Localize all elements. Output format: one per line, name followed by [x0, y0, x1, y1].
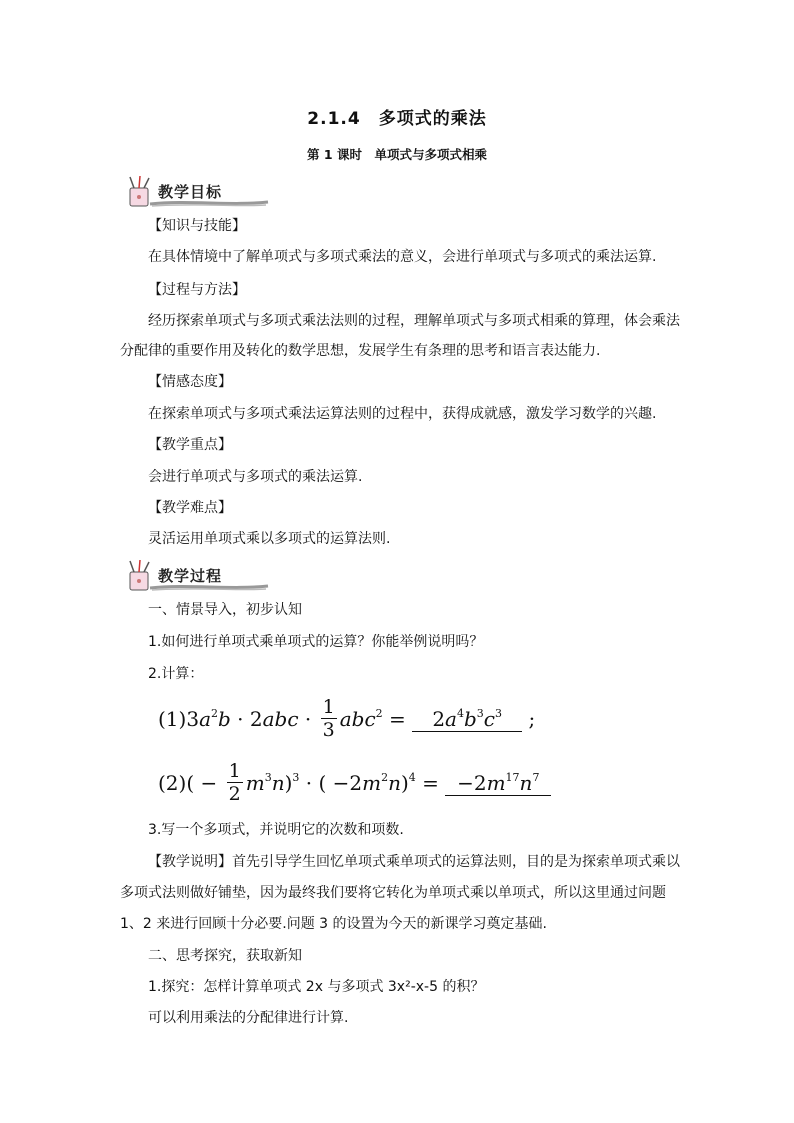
key-point-heading: 【教学重点】 [148, 437, 232, 453]
teaching-note-line-3: 1、2 来进行回顾十分必要.问题 3 的设置为今天的新课学习奠定基础. [120, 916, 547, 932]
question-3: 3.写一个多项式，并说明它的次数和项数. [148, 822, 404, 838]
key-point-text: 会进行单项式与多项式的乘法运算. [148, 469, 363, 485]
part1-heading: 一、情景导入，初步认知 [148, 602, 302, 618]
teaching-note-line-2: 多项式法则做好铺垫，因为最终我们要将它转化为单项式乘以单项式，所以这里通过问题 [120, 885, 666, 901]
equation-2-label: (2) [158, 771, 187, 795]
question-1: 1.如何进行单项式乘单项式的运算？你能举例说明吗？ [148, 634, 484, 650]
explore-answer: 可以利用乘法的分配律进行计算. [148, 1010, 349, 1026]
knowledge-text: 在具体情境中了解单项式与多项式乘法的意义，会进行单项式与多项式的乘法运算. [148, 249, 657, 265]
document-title: 2.1.4 多项式的乘法 [307, 109, 487, 129]
section-badge-goals [120, 176, 270, 208]
equation-1: $(1)3a^2b \cdot 2abc$ · $\frac{1}{3}$ $abc^2 = 2a^4b^3c^3$ ; [158, 696, 536, 741]
fraction-one-third: $\frac{1}{3}$ [322, 696, 335, 741]
process-text-line-1: 经历探索单项式与多项式乘法法则的过程，理解单项式与多项式相乘的算理，体会乘法 [148, 313, 680, 329]
equation-1-label: (1) [158, 707, 187, 731]
section-badge-process-label: 教学过程 [158, 567, 223, 585]
process-heading: 【过程与方法】 [148, 282, 246, 298]
section-badge-process [120, 560, 270, 592]
attitude-heading: 【情感态度】 [148, 374, 232, 390]
explore-question: 1.探究：怎样计算单项式 2x 与多项式 3x²-x-5 的积？ [148, 979, 485, 995]
section-badge-goals-label: 教学目标 [158, 183, 223, 201]
process-text-line-2: 分配律的重要作用及转化的数学思想，发展学生有条理的思考和语言表达能力. [120, 343, 601, 359]
teaching-note-line-1: 【教学说明】首先引导学生回忆单项式乘单项式的运算法则，目的是为探索单项式乘以 [148, 854, 680, 870]
difficulty-heading: 【教学难点】 [148, 500, 232, 516]
document-subtitle: 第 1 课时 单项式与多项式相乘 [307, 147, 487, 162]
difficulty-text: 灵活运用单项式乘以多项式的运算法则. [148, 531, 391, 547]
equation-1-answer: $2a^4b^3c^3$ [412, 707, 522, 732]
fraction-one-half: $\frac{1}{2}$ [228, 760, 241, 805]
part2-heading: 二、思考探究，获取新知 [148, 948, 302, 964]
attitude-text: 在探索单项式与多项式乘法运算法则的过程中，获得成就感，激发学习数学的兴趣. [148, 406, 657, 422]
equation-2: (2)( − $\frac{1}{2}$ $m^3n)^3$ · ( $-2m^2n)^4 = -2m^{17}n^7$ [158, 762, 551, 807]
equation-2-answer: $-2m^{17}n^7$ [445, 771, 551, 796]
knowledge-heading: 【知识与技能】 [148, 218, 246, 234]
question-2: 2.计算： [148, 666, 204, 682]
